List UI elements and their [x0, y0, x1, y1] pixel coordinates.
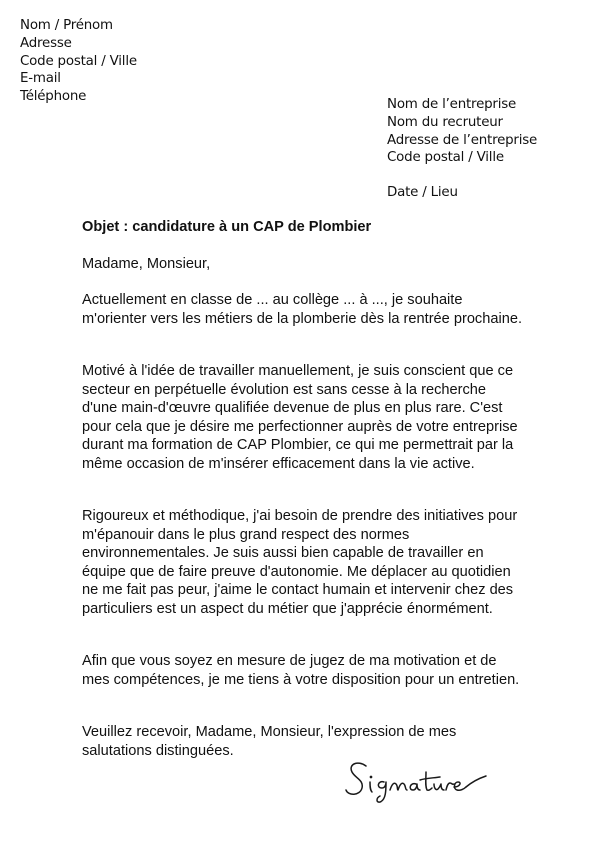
- sender-address: Adresse: [20, 35, 72, 51]
- letter-salutation: Madame, Monsieur,: [82, 256, 211, 272]
- sender-postal-city: Code postal / Ville: [20, 53, 137, 69]
- letter-subject: Objet : candidature à un CAP de Plombier: [82, 219, 372, 235]
- sender-name: Nom / Prénom: [20, 18, 113, 33]
- paragraph-motivation: Motivé à l'idée de travailler manuellement, je suis conscient que ce secteur en perpétuelle évolution est sans cesse à la recherche d'une main-d'œuvre qualifiée devenue de plus en plus rare. C'est pour cela que je désire me perfectionner auprès de votre entreprise durant ma formation de CAP Plombier, ce qui me permettrait par la même occasion de m'insérer efficacement dans la vie active.: [82, 363, 518, 472]
- paragraph-closing: Veuillez recevoir, Madame, Monsieur, l'expression de mes salutations distinguées.: [82, 724, 457, 759]
- signature-image: [340, 756, 490, 806]
- recipient-postal-city: Code postal / Ville: [387, 150, 504, 166]
- recipient-recruiter: Nom du recruteur: [387, 114, 503, 130]
- sender-email: E-mail: [20, 71, 61, 87]
- date-place: Date / Lieu: [387, 185, 458, 200]
- sender-block: [20, 17, 137, 106]
- paragraph-qualities: Rigoureux et méthodique, j'ai besoin de prendre des initiatives pour m'épanouir dans le plus grand respect des normes environnementales. Je suis aussi bien capable de travailler en équipe que de faire preuve d'autonomie. Me déplacer au quotidien ne me fait pas peur, j'aime le contact humain et intervenir chez des particuliers est un aspect du métier que j'apprécie énormément.: [82, 508, 518, 617]
- recipient-block: [387, 96, 537, 167]
- recipient-address: Adresse de l’entreprise: [387, 132, 538, 148]
- recipient-company: Nom de l’entreprise: [387, 97, 517, 112]
- paragraph-intro: Actuellement en classe de ... au collège ... à ..., je souhaite m'orienter vers les métiers de la plomberie dès la rentrée prochaine.: [82, 292, 522, 327]
- sender-phone: Téléphone: [20, 89, 87, 105]
- paragraph-availability: Afin que vous soyez en mesure de jugez de ma motivation et de mes compétences, je me tiens à votre disposition pour un entretien.: [82, 653, 520, 688]
